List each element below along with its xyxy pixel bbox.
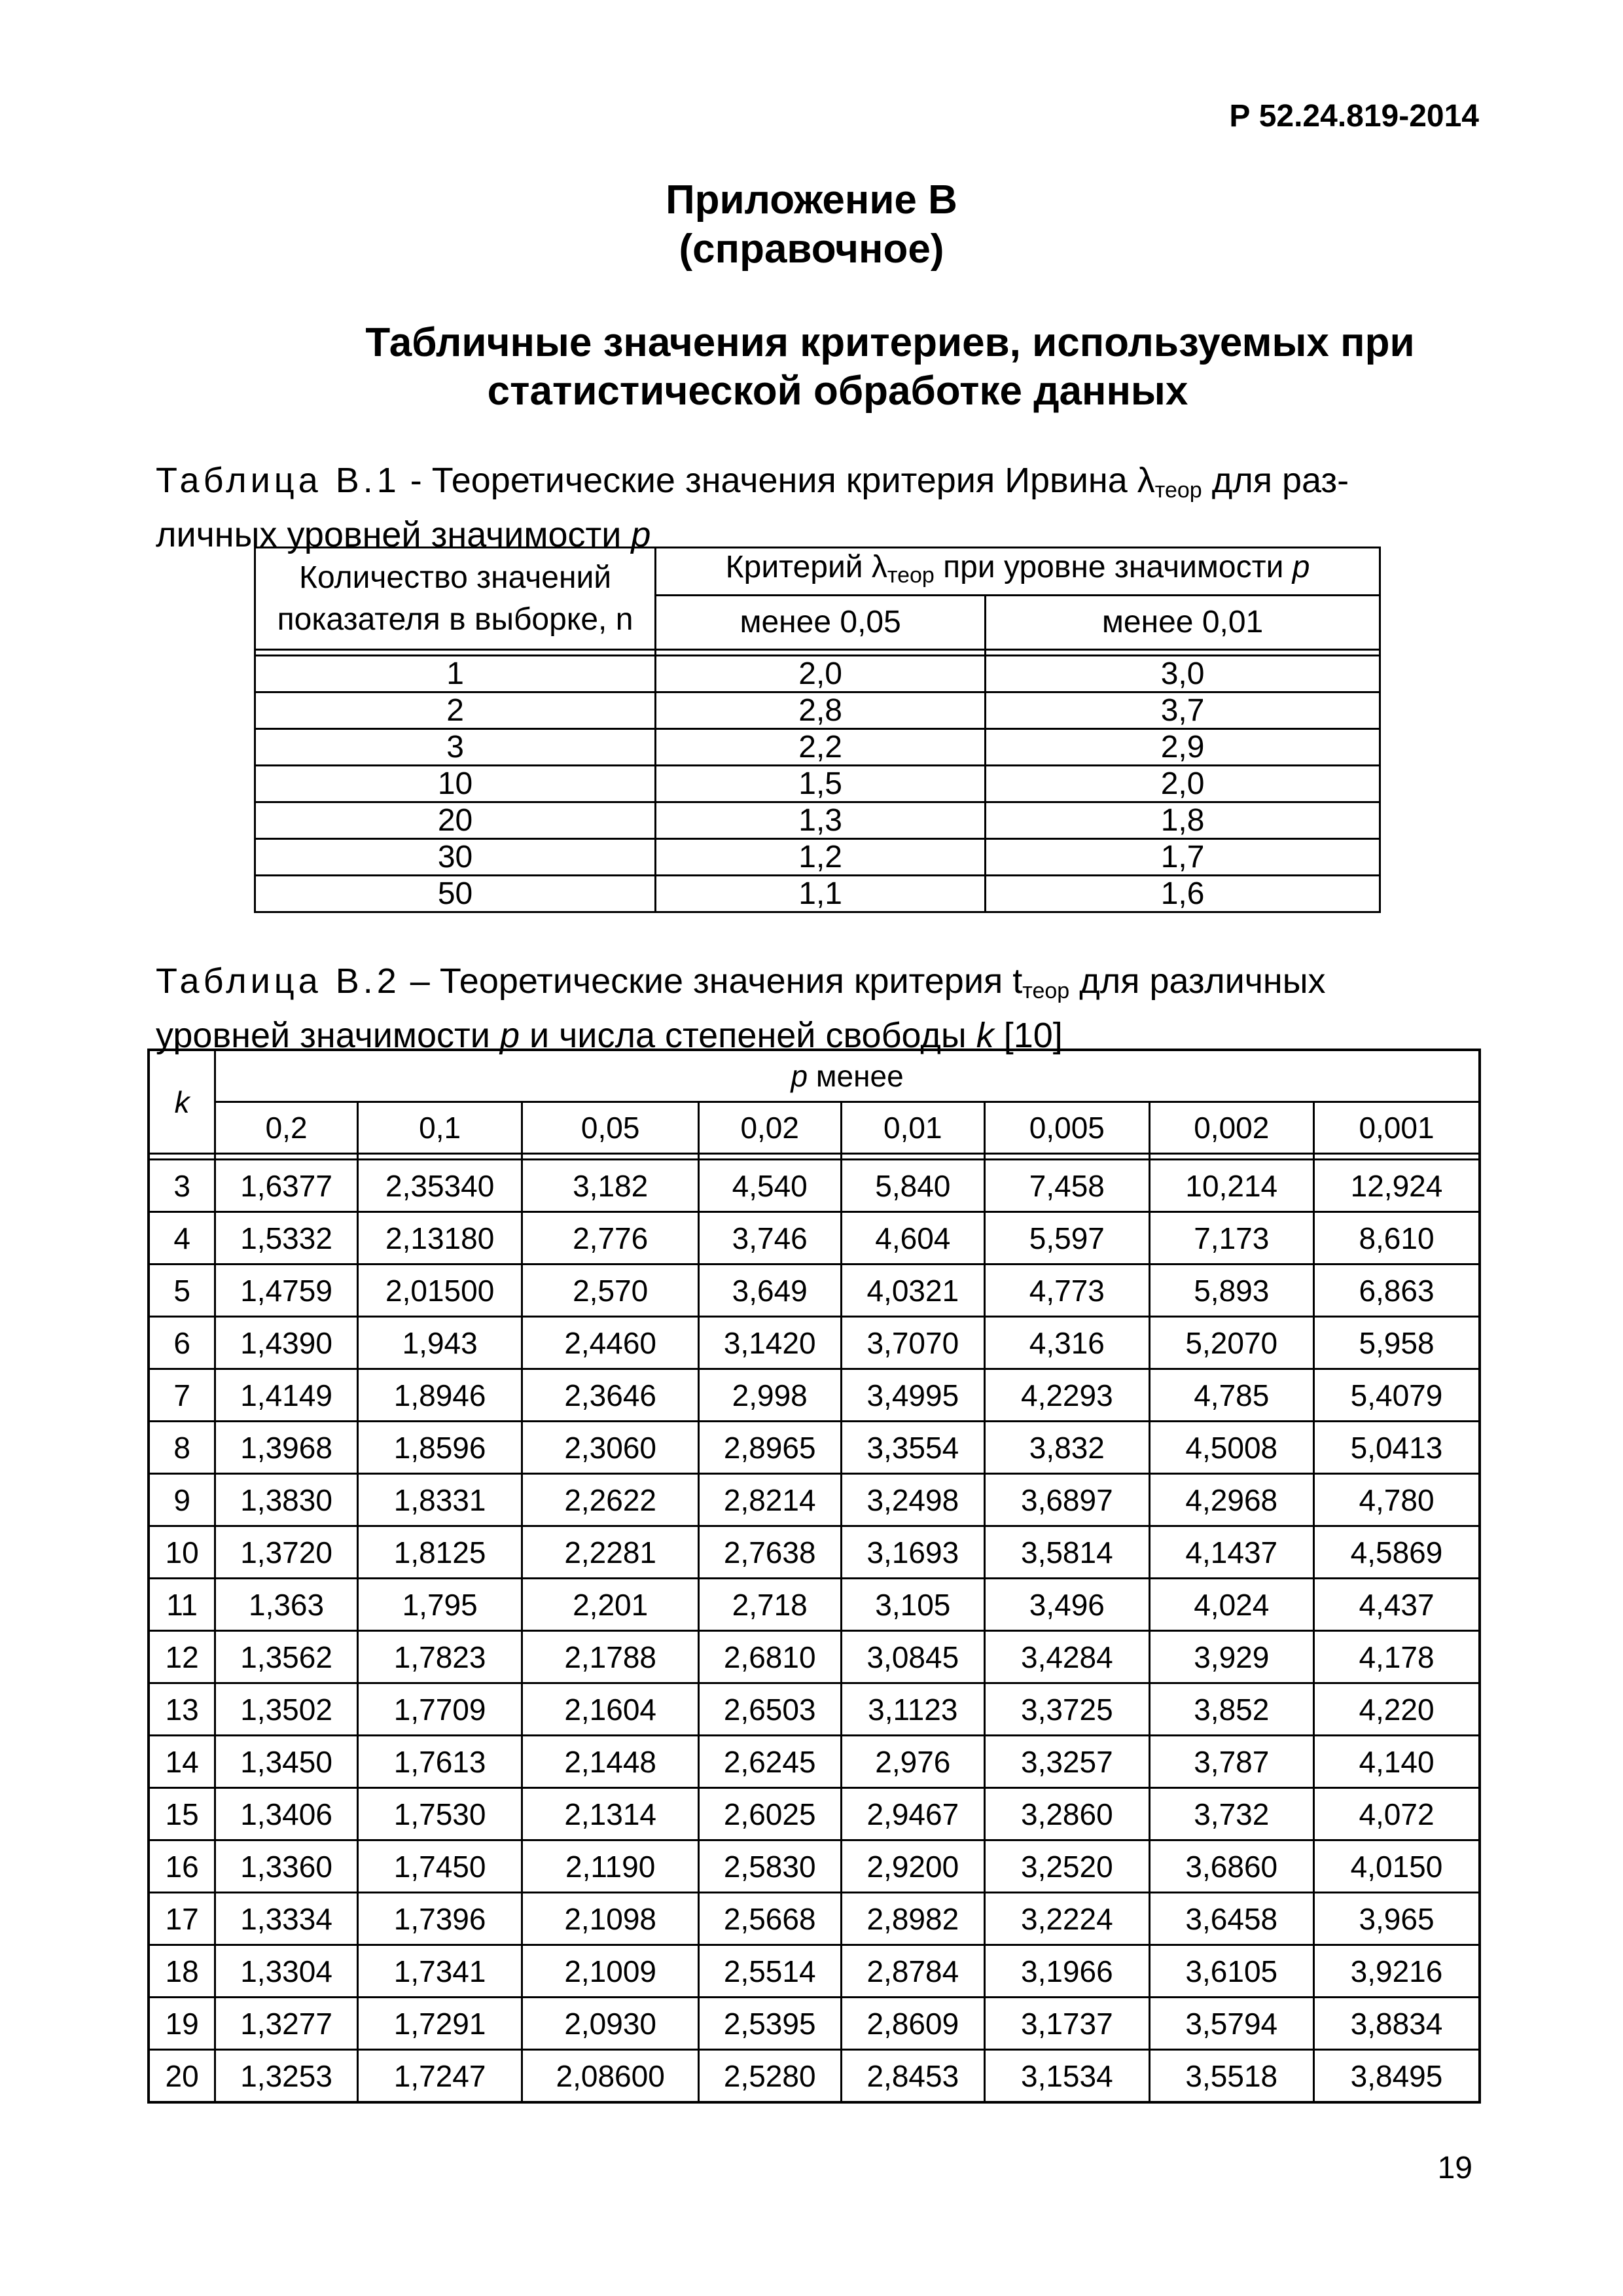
table-cell: 1,7291: [357, 1998, 522, 2050]
degrees-of-freedom-cell: 9: [149, 1474, 215, 1526]
table-cell: 1,5: [656, 766, 986, 802]
table-cell: 8,610: [1314, 1212, 1480, 1265]
table-cell: 3,5814: [985, 1526, 1149, 1579]
table-cell: 2,0: [656, 656, 986, 692]
appendix-subtitle: (справочное): [679, 226, 944, 272]
table2-header-row1: [149, 1050, 1480, 1102]
table-cell: 2,3646: [522, 1369, 698, 1422]
table2-caption-line1: [156, 959, 1479, 1013]
table-cell: 10,214: [1149, 1160, 1313, 1212]
table-cell: 3,8834: [1314, 1998, 1480, 2050]
degrees-of-freedom-cell: 11: [149, 1579, 215, 1631]
table-row: [255, 766, 1380, 802]
table-cell: 2: [255, 692, 656, 729]
group-header-sub: теор: [887, 563, 935, 588]
table-cell: 1,3: [656, 802, 986, 839]
column-header: 0,005: [985, 1102, 1149, 1154]
separator-cell: [698, 1154, 841, 1160]
table-cell: 1,7341: [357, 1945, 522, 1998]
table-cell: 2,570: [522, 1265, 698, 1317]
table-cell: 2,976: [841, 1736, 985, 1788]
degrees-of-freedom-cell: 3: [149, 1160, 215, 1212]
table2-caption: [156, 959, 1479, 1058]
table1-caption-sub: теор: [1154, 478, 1202, 503]
table-cell: 2,6025: [698, 1788, 841, 1840]
table-cell: 1,3406: [215, 1788, 358, 1840]
table-cell: 2,9467: [841, 1788, 985, 1840]
table-cell: 4,220: [1314, 1683, 1480, 1736]
degrees-of-freedom-cell: 4: [149, 1212, 215, 1265]
table-cell: 3: [255, 729, 656, 766]
table-cell: 1,6: [986, 876, 1380, 912]
table-row: [149, 1945, 1480, 1998]
table-cell: 2,1788: [522, 1631, 698, 1683]
table1-header-separator: [255, 650, 1380, 656]
table-cell: 2,35340: [357, 1160, 522, 1212]
table-cell: 1,943: [357, 1317, 522, 1369]
degrees-of-freedom-cell: 13: [149, 1683, 215, 1736]
table-cell: 4,0321: [841, 1265, 985, 1317]
table-row: [149, 1840, 1480, 1893]
table-cell: 1,1: [656, 876, 986, 912]
table-cell: 3,2224: [985, 1893, 1149, 1945]
table-cell: 4,178: [1314, 1631, 1480, 1683]
table-cell: 5,958: [1314, 1317, 1480, 1369]
table-cell: 2,8453: [841, 2050, 985, 2103]
table-cell: 2,201: [522, 1579, 698, 1631]
table-cell: 3,746: [698, 1212, 841, 1265]
table-cell: 6,863: [1314, 1265, 1480, 1317]
table2-header-separator: [149, 1154, 1480, 1160]
t-table-body: [149, 1050, 1480, 2102]
table-cell: 4,2293: [985, 1369, 1149, 1422]
column-header: 0,001: [1314, 1102, 1480, 1154]
table-cell: 4,072: [1314, 1788, 1480, 1840]
table1-group-header: [656, 548, 1380, 596]
table-row: [255, 839, 1380, 876]
degrees-of-freedom-cell: 7: [149, 1369, 215, 1422]
table-cell: 4,780: [1314, 1474, 1480, 1526]
table-cell: 3,7070: [841, 1317, 985, 1369]
table-cell: 2,01500: [357, 1265, 522, 1317]
table-cell: 4,0150: [1314, 1840, 1480, 1893]
table-cell: 1,3502: [215, 1683, 358, 1736]
table-row: [149, 1422, 1480, 1474]
table1-header-row1: [255, 548, 1380, 596]
table-cell: 3,3257: [985, 1736, 1149, 1788]
separator-cell: [1149, 1154, 1313, 1160]
degrees-of-freedom-cell: 18: [149, 1945, 215, 1998]
table-cell: 1,7709: [357, 1683, 522, 1736]
table-cell: 2,2: [656, 729, 986, 766]
table-cell: 3,0845: [841, 1631, 985, 1683]
t-criterion-table: [147, 1049, 1481, 2104]
table1-col1-header: Количество значений показателя в выборке, n: [255, 548, 656, 650]
table-cell: 3,4995: [841, 1369, 985, 1422]
table-cell: 3,2860: [985, 1788, 1149, 1840]
table2-group-rest: менее: [808, 1059, 904, 1093]
table-cell: 1,7530: [357, 1788, 522, 1840]
k-header-text: k: [174, 1085, 190, 1119]
table-cell: 2,8982: [841, 1893, 985, 1945]
table-cell: 30: [255, 839, 656, 876]
table-row: [255, 802, 1380, 839]
degrees-of-freedom-cell: 6: [149, 1317, 215, 1369]
column-header: 0,02: [698, 1102, 841, 1154]
table-cell: 4,773: [985, 1265, 1149, 1317]
table-cell: 2,5280: [698, 2050, 841, 2103]
table2-caption-ref: [10]: [993, 1016, 1063, 1055]
table-row: [149, 2050, 1480, 2103]
table1-subheader-001: менее 0,01: [986, 596, 1380, 650]
table-cell: 2,9: [986, 729, 1380, 766]
table-cell: 1,3253: [215, 2050, 358, 2103]
table-row: [255, 656, 1380, 692]
table-cell: 5,893: [1149, 1265, 1313, 1317]
table-cell: 2,0930: [522, 1998, 698, 2050]
table2-caption-text-b: для различных: [1069, 961, 1326, 1001]
table2-caption-p: p: [499, 1016, 520, 1055]
table-cell: 2,8214: [698, 1474, 841, 1526]
table-cell: 1,7396: [357, 1893, 522, 1945]
table-cell: 1,5332: [215, 1212, 358, 1265]
table-cell: 2,5395: [698, 1998, 841, 2050]
table2-group-header: [215, 1050, 1480, 1102]
separator-cell: [985, 1154, 1149, 1160]
table-row: [149, 1265, 1480, 1317]
table-cell: 1,795: [357, 1579, 522, 1631]
table-row: [149, 1160, 1480, 1212]
table-cell: 3,1123: [841, 1683, 985, 1736]
table-cell: 2,7638: [698, 1526, 841, 1579]
table-cell: 3,852: [1149, 1683, 1313, 1736]
table-cell: 20: [255, 802, 656, 839]
degrees-of-freedom-cell: 17: [149, 1893, 215, 1945]
table2-caption-k: k: [976, 1016, 994, 1055]
table1-caption: [156, 458, 1479, 557]
table-cell: 1,3830: [215, 1474, 358, 1526]
heading-line1-text: Табличные значения критериев, используемых при: [365, 320, 1415, 365]
table1-subheader-005: менее 0,05: [656, 596, 986, 650]
column-header: 0,1: [357, 1102, 522, 1154]
table-cell: 1,4390: [215, 1317, 358, 1369]
table-cell: 3,2498: [841, 1474, 985, 1526]
table-cell: 1,8946: [357, 1369, 522, 1422]
table-cell: 3,6105: [1149, 1945, 1313, 1998]
separator-cell: [986, 650, 1380, 656]
table2-header-row2: [149, 1102, 1480, 1154]
table-cell: 2,6503: [698, 1683, 841, 1736]
table-cell: 1: [255, 656, 656, 692]
table-cell: 3,7: [986, 692, 1380, 729]
irwin-criterion-table: [254, 547, 1381, 913]
table-cell: 2,3060: [522, 1422, 698, 1474]
table-cell: 2,6245: [698, 1736, 841, 1788]
table-row: [149, 1683, 1480, 1736]
table2-caption-line2-b: и числа степеней свободы: [520, 1016, 976, 1055]
table-row: [149, 1631, 1480, 1683]
table-cell: 2,8: [656, 692, 986, 729]
degrees-of-freedom-cell: 15: [149, 1788, 215, 1840]
table-cell: 5,4079: [1314, 1369, 1480, 1422]
degrees-of-freedom-cell: 5: [149, 1265, 215, 1317]
separator-cell: [215, 1154, 358, 1160]
table-cell: 3,0: [986, 656, 1380, 692]
table-cell: 1,3720: [215, 1526, 358, 1579]
table-row: [149, 1212, 1480, 1265]
table-cell: 3,787: [1149, 1736, 1313, 1788]
separator-cell: [841, 1154, 985, 1160]
table-cell: 3,182: [522, 1160, 698, 1212]
table-cell: 2,2622: [522, 1474, 698, 1526]
irwin-table-body: [255, 548, 1380, 912]
table-cell: 1,3968: [215, 1422, 358, 1474]
table-cell: 3,929: [1149, 1631, 1313, 1683]
table-cell: 4,5869: [1314, 1526, 1480, 1579]
table-cell: 1,7613: [357, 1736, 522, 1788]
table-cell: 1,3334: [215, 1893, 358, 1945]
table-cell: 2,1604: [522, 1683, 698, 1736]
table1-label: Таблица В.1: [156, 461, 401, 500]
group-header-b: при уровне значимости: [934, 550, 1293, 584]
table-cell: 2,1098: [522, 1893, 698, 1945]
table2-caption-sub: теор: [1022, 978, 1070, 1003]
table-cell: 3,4284: [985, 1631, 1149, 1683]
degrees-of-freedom-cell: 14: [149, 1736, 215, 1788]
table-cell: 3,1737: [985, 1998, 1149, 2050]
table-cell: 2,1190: [522, 1840, 698, 1893]
table-cell: 7,458: [985, 1160, 1149, 1212]
separator-cell: [522, 1154, 698, 1160]
table-cell: 3,1420: [698, 1317, 841, 1369]
table-cell: 1,7: [986, 839, 1380, 876]
column-header: 0,002: [1149, 1102, 1313, 1154]
table1-caption-text-b: для раз-: [1202, 461, 1349, 500]
table-cell: 5,2070: [1149, 1317, 1313, 1369]
table-cell: 1,2: [656, 839, 986, 876]
table-row: [149, 1736, 1480, 1788]
table-cell: 3,6897: [985, 1474, 1149, 1526]
degrees-of-freedom-cell: 12: [149, 1631, 215, 1683]
table-cell: 4,540: [698, 1160, 841, 1212]
table-row: [255, 692, 1380, 729]
group-header-a: Критерий λ: [725, 550, 887, 584]
table-cell: 4,437: [1314, 1579, 1480, 1631]
table-cell: 2,08600: [522, 2050, 698, 2103]
degrees-of-freedom-cell: 8: [149, 1422, 215, 1474]
table-cell: 2,5668: [698, 1893, 841, 1945]
table-cell: 1,3562: [215, 1631, 358, 1683]
table-cell: 1,4149: [215, 1369, 358, 1422]
page-number: 19: [1437, 2151, 1472, 2185]
table-cell: 2,4460: [522, 1317, 698, 1369]
table-row: [149, 1526, 1480, 1579]
table-cell: 2,1009: [522, 1945, 698, 1998]
table-cell: 2,8609: [841, 1998, 985, 2050]
table-cell: 2,998: [698, 1369, 841, 1422]
table-cell: 1,3360: [215, 1840, 358, 1893]
table-cell: 3,9216: [1314, 1945, 1480, 1998]
degrees-of-freedom-cell: 16: [149, 1840, 215, 1893]
table-row: [149, 1579, 1480, 1631]
table-cell: 3,965: [1314, 1893, 1480, 1945]
degrees-of-freedom-cell: 19: [149, 1998, 215, 2050]
table-cell: 3,6458: [1149, 1893, 1313, 1945]
table-cell: 1,3450: [215, 1736, 358, 1788]
table-cell: 3,5794: [1149, 1998, 1313, 2050]
table-cell: 3,1534: [985, 2050, 1149, 2103]
column-header: 0,2: [215, 1102, 358, 1154]
column-header: 0,05: [522, 1102, 698, 1154]
table-cell: 2,1314: [522, 1788, 698, 1840]
table-cell: 3,832: [985, 1422, 1149, 1474]
appendix-heading-line2: [0, 368, 1623, 414]
table-cell: 2,1448: [522, 1736, 698, 1788]
table-cell: 4,316: [985, 1317, 1149, 1369]
table-cell: 1,3277: [215, 1998, 358, 2050]
table-cell: 1,7450: [357, 1840, 522, 1893]
table-cell: 1,8: [986, 802, 1380, 839]
separator-cell: [255, 650, 656, 656]
separator-cell: [656, 650, 986, 656]
table1-caption-text-a: - Теоретические значения критерия Ирвина λ: [400, 461, 1155, 500]
table-row: [149, 1998, 1480, 2050]
document-code: Р 52.24.819-2014: [1229, 99, 1479, 134]
separator-cell: [149, 1154, 215, 1160]
table2-caption-line2-a: уровней значимости: [156, 1016, 500, 1055]
table-cell: 1,363: [215, 1579, 358, 1631]
table-cell: 4,2968: [1149, 1474, 1313, 1526]
table-cell: 3,105: [841, 1579, 985, 1631]
column-header: 0,01: [841, 1102, 985, 1154]
table-row: [255, 876, 1380, 912]
table-cell: 3,3554: [841, 1422, 985, 1474]
degrees-of-freedom-cell: 10: [149, 1526, 215, 1579]
table-cell: 3,496: [985, 1579, 1149, 1631]
table-cell: 3,6860: [1149, 1840, 1313, 1893]
table-cell: 4,604: [841, 1212, 985, 1265]
table-cell: 10: [255, 766, 656, 802]
table2-caption-text-a: – Теоретические значения критерия t: [400, 961, 1023, 1001]
table-cell: 2,5514: [698, 1945, 841, 1998]
table-cell: 5,0413: [1314, 1422, 1480, 1474]
table-row: [149, 1317, 1480, 1369]
table-cell: 1,7823: [357, 1631, 522, 1683]
table-cell: 3,2520: [985, 1840, 1149, 1893]
table-cell: 1,8125: [357, 1526, 522, 1579]
table-cell: 1,8331: [357, 1474, 522, 1526]
table-cell: 4,785: [1149, 1369, 1313, 1422]
table-cell: 2,8965: [698, 1422, 841, 1474]
table-cell: 3,649: [698, 1265, 841, 1317]
table-cell: 2,776: [522, 1212, 698, 1265]
degrees-of-freedom-cell: 20: [149, 2050, 215, 2103]
table-cell: 3,1693: [841, 1526, 985, 1579]
separator-cell: [357, 1154, 522, 1160]
table1-caption-line1: [156, 458, 1479, 512]
table-cell: 2,2281: [522, 1526, 698, 1579]
appendix-heading-line1: [0, 319, 1623, 366]
table-cell: 3,3725: [985, 1683, 1149, 1736]
table-cell: 1,7247: [357, 2050, 522, 2103]
table-cell: 3,8495: [1314, 2050, 1480, 2103]
table-cell: 4,5008: [1149, 1422, 1313, 1474]
table-cell: 3,1966: [985, 1945, 1149, 1998]
group-header-p: p: [1292, 550, 1310, 584]
table-row: [149, 1474, 1480, 1526]
appendix-title: Приложение В: [666, 177, 957, 223]
table-cell: 4,024: [1149, 1579, 1313, 1631]
table-cell: 2,6810: [698, 1631, 841, 1683]
table-row: [255, 729, 1380, 766]
table-cell: 1,4759: [215, 1265, 358, 1317]
table-cell: 2,5830: [698, 1840, 841, 1893]
table2-k-header: [149, 1050, 215, 1154]
table-row: [149, 1788, 1480, 1840]
table-cell: 5,597: [985, 1212, 1149, 1265]
table-cell: 2,0: [986, 766, 1380, 802]
table-cell: 3,5518: [1149, 2050, 1313, 2103]
table-cell: 1,6377: [215, 1160, 358, 1212]
table-cell: 1,3304: [215, 1945, 358, 1998]
table-cell: 4,1437: [1149, 1526, 1313, 1579]
table-cell: 50: [255, 876, 656, 912]
table-cell: 2,13180: [357, 1212, 522, 1265]
table-cell: 3,732: [1149, 1788, 1313, 1840]
heading-line2-text: статистической обработке данных: [487, 368, 1188, 414]
table1-caption-line2-text: личных уровней значимости: [156, 515, 632, 554]
table-cell: 1,8596: [357, 1422, 522, 1474]
table-row: [149, 1893, 1480, 1945]
table-cell: 2,718: [698, 1579, 841, 1631]
table-cell: 7,173: [1149, 1212, 1313, 1265]
table-cell: 12,924: [1314, 1160, 1480, 1212]
table2-group-p: p: [791, 1059, 808, 1093]
table-cell: 2,9200: [841, 1840, 985, 1893]
table-cell: 2,8784: [841, 1945, 985, 1998]
table1-caption-p: p: [631, 515, 651, 554]
table-row: [149, 1369, 1480, 1422]
table-cell: 5,840: [841, 1160, 985, 1212]
separator-cell: [1314, 1154, 1480, 1160]
table2-label: Таблица В.2: [156, 961, 401, 1001]
table-cell: 4,140: [1314, 1736, 1480, 1788]
